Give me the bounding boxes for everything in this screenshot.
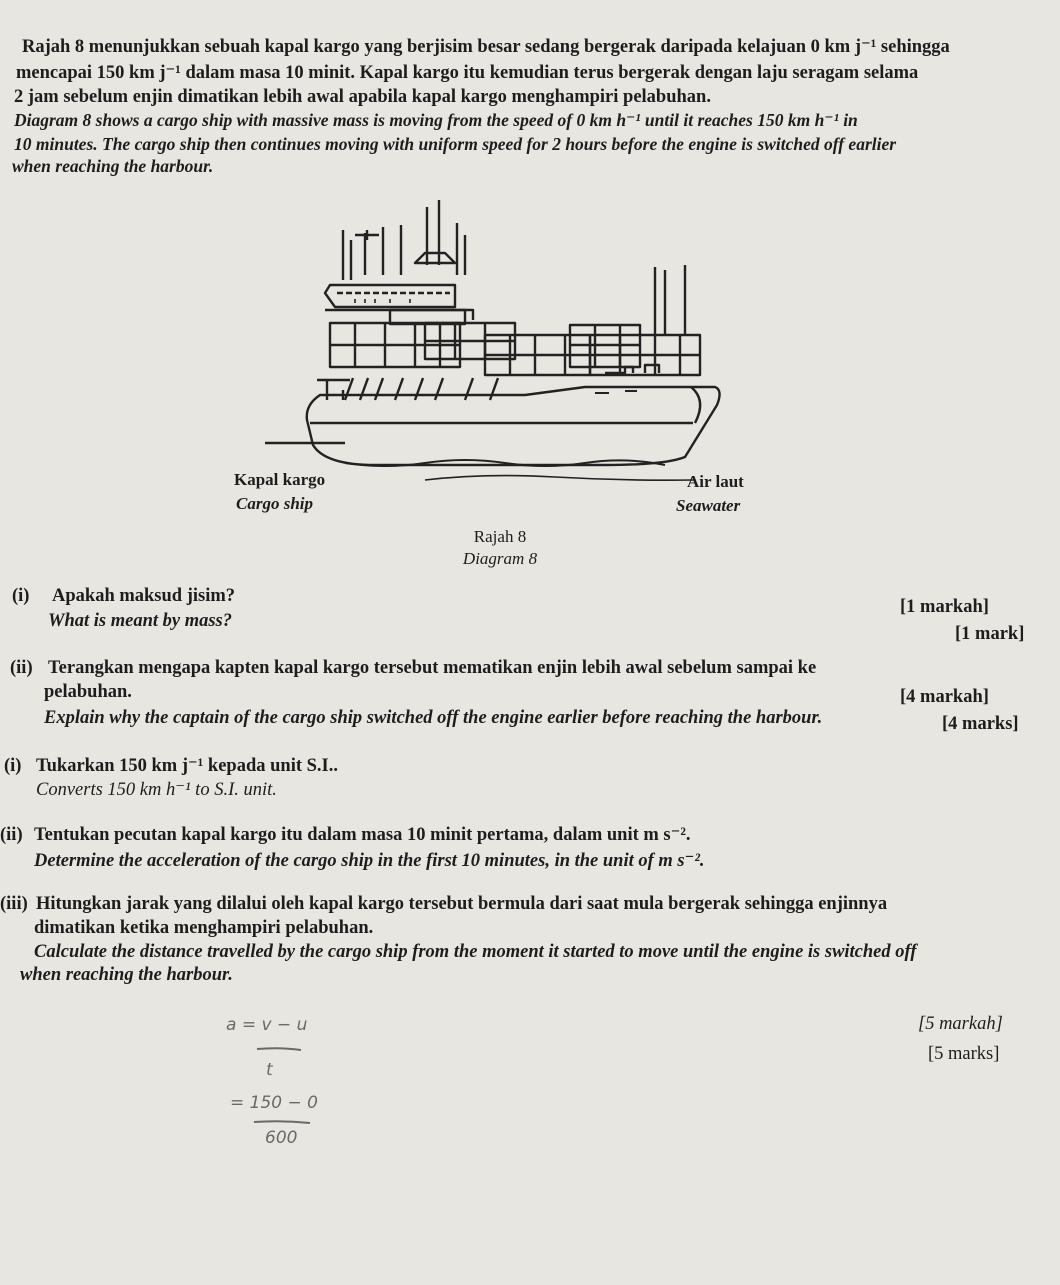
label-water-ms: Air laut	[687, 472, 744, 491]
diagram-caption-en: Diagram 8	[462, 549, 538, 568]
handwriting-fraction-bar-1	[255, 1045, 305, 1053]
q-b3-en-line-2: when reaching the harbour.	[20, 965, 233, 985]
intro-en-line-2: 10 minutes. The cargo ship then continues moving with uniform speed for 2 hours before the engine is switched off earlier	[14, 134, 897, 154]
label-ship-en: Cargo ship	[236, 494, 313, 513]
q-a2-en: Explain why the captain of the cargo ship switched off the engine earlier before reaching the harbour.	[44, 708, 823, 728]
q-a2-marks-ms: [4 markah]	[900, 687, 989, 707]
q-a1-number: (i)	[12, 586, 30, 606]
intro-ms-line-3: 2 jam sebelum enjin dimatikan lebih awal apabila kapal kargo menghampiri pelabuhan.	[14, 87, 711, 107]
q-b3-ms-line-1: Hitungkan jarak yang dilalui oleh kapal kargo tersebut bermula dari saat mula bergerak sehingga enjinnya	[36, 894, 888, 914]
handwriting-line-1: a = v − u	[226, 1015, 308, 1035]
label-water-en: Seawater	[676, 496, 741, 515]
q-b3-marks-ms: [5 markah]	[918, 1014, 1003, 1034]
q-b2-ms: Tentukan pecutan kapal kargo itu dalam masa 10 minit pertama, dalam unit m s⁻².	[34, 825, 691, 845]
intro-ms-line-1: Rajah 8 menunjukkan sebuah kapal kargo yang berjisim besar sedang bergerak daripada kelajuan 0 km j⁻¹ sehingga	[22, 37, 950, 57]
q-b1-number: (i)	[4, 756, 22, 776]
q-b2-en: Determine the acceleration of the cargo ship in the first 10 minutes, in the unit of m s⁻².	[34, 851, 705, 871]
q-a2-ms-line-1: Terangkan mengapa kapten kapal kargo tersebut mematikan enjin lebih awal sebelum sampai ke	[48, 658, 817, 678]
handwriting-line-2: t	[266, 1060, 273, 1080]
q-a1-en: What is meant by mass?	[48, 611, 232, 631]
intro-en-line-3: when reaching the harbour.	[12, 156, 214, 176]
q-b3-marks-en: [5 marks]	[928, 1044, 1000, 1064]
diagram-caption-ms: Rajah 8	[473, 527, 527, 546]
q-b2-number: (ii)	[0, 825, 23, 845]
q-a2-number: (ii)	[10, 658, 33, 678]
q-b3-number: (iii)	[0, 894, 28, 914]
q-b1-en: Converts 150 km h⁻¹ to S.I. unit.	[36, 780, 277, 800]
q-a1-ms: Apakah maksud jisim?	[52, 586, 236, 606]
q-a1-marks-ms: [1 markah]	[900, 597, 989, 617]
handwriting-line-3: = 150 − 0	[230, 1093, 318, 1113]
q-a2-ms-line-2: pelabuhan.	[44, 682, 132, 702]
q-a1-marks-en: [1 mark]	[955, 624, 1025, 644]
q-b3-ms-line-2: dimatikan ketika menghampiri pelabuhan.	[34, 918, 374, 938]
q-a2-marks-en: [4 marks]	[942, 714, 1019, 734]
q-b1-ms: Tukarkan 150 km j⁻¹ kepada unit S.I..	[36, 756, 338, 776]
handwriting-line-4: 600	[265, 1128, 298, 1148]
intro-ms-line-2: mencapai 150 km j⁻¹ dalam masa 10 minit. Kapal kargo itu kemudian terus bergerak dengan laju seragam selama	[16, 63, 919, 83]
intro-en-line-1: Diagram 8 shows a cargo ship with massive mass is moving from the speed of 0 km h⁻¹ until it reaches 150 km h⁻¹ in	[14, 110, 858, 130]
q-b3-en-line-1: Calculate the distance travelled by the cargo ship from the moment it started to move until the engine is switched off	[34, 942, 917, 962]
label-ship-ms: Kapal kargo	[234, 470, 326, 489]
handwriting-fraction-bar-2	[252, 1118, 314, 1126]
cargo-ship-diagram	[225, 195, 755, 485]
